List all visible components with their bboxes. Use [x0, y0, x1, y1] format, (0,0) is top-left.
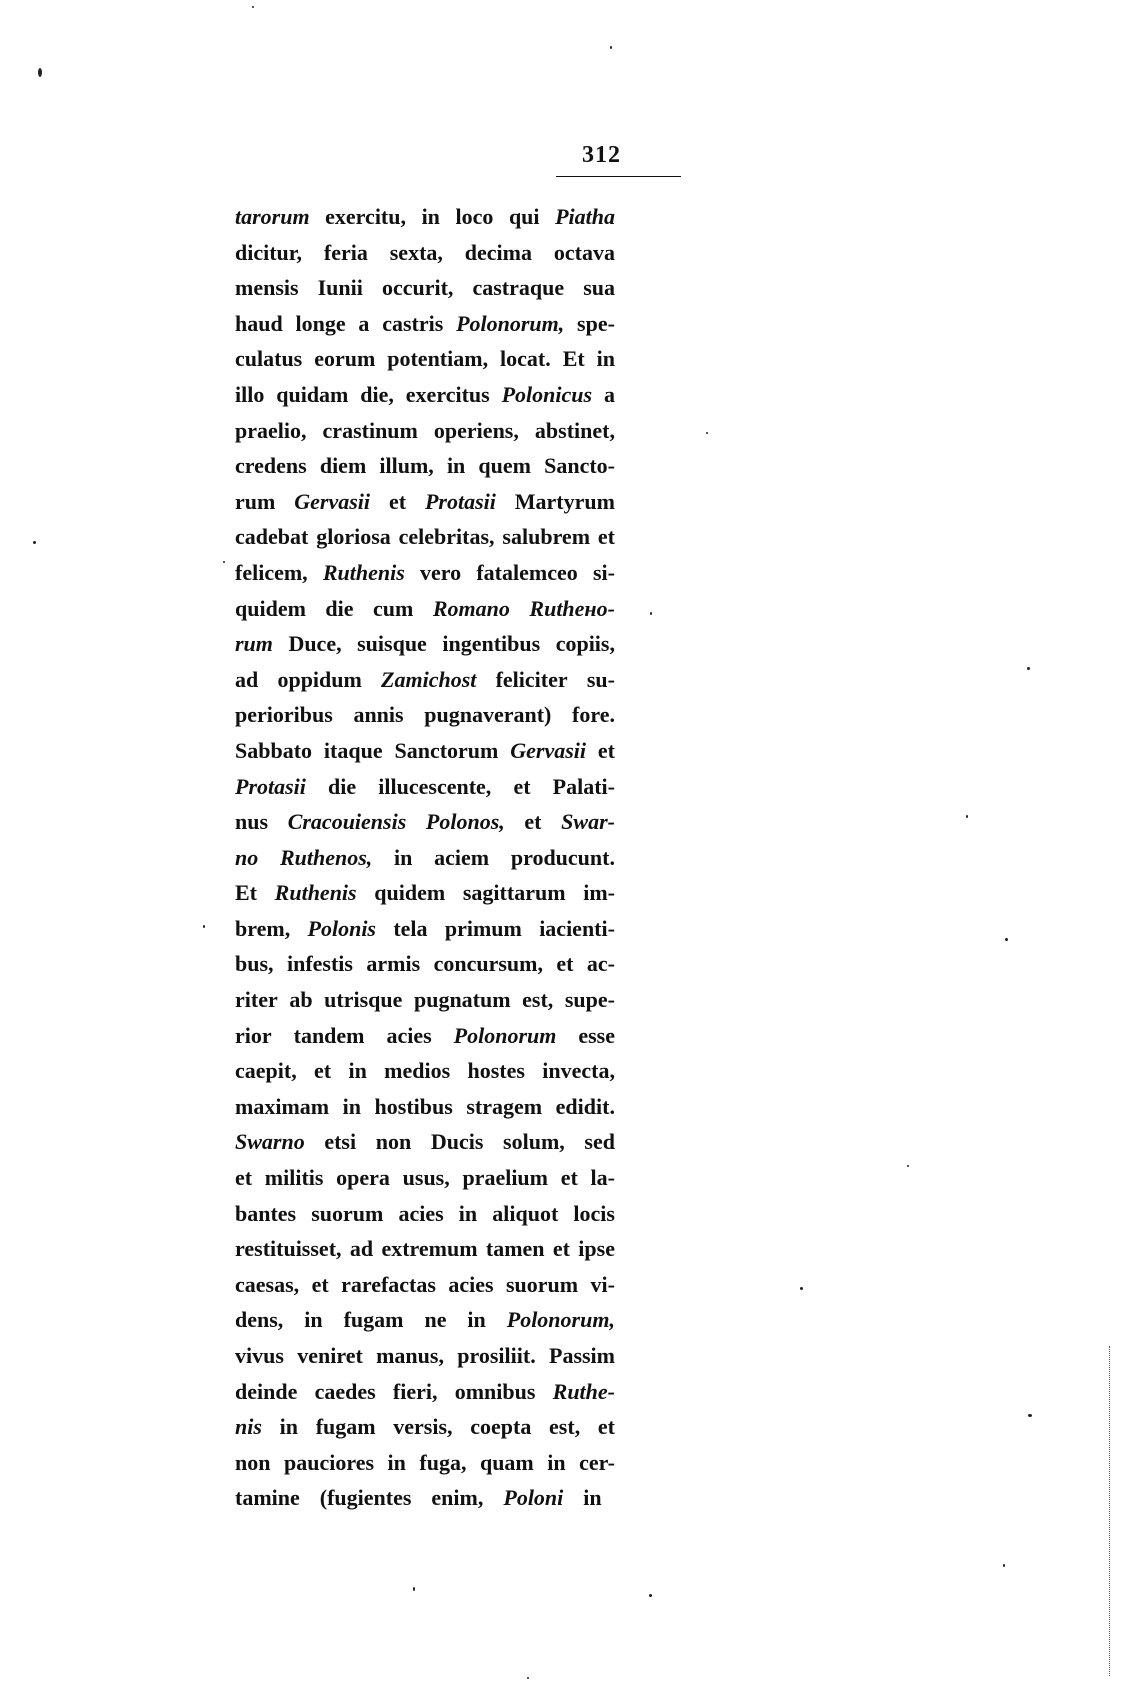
text-line	[235, 880, 615, 916]
word: Passim	[549, 1343, 615, 1368]
word: militis	[264, 1165, 324, 1191]
text-line	[235, 951, 615, 987]
word: vi-	[590, 1271, 615, 1297]
italic-word: Protasii	[424, 488, 496, 514]
word: diem	[319, 453, 367, 479]
text-line	[235, 560, 615, 596]
word: operiens,	[433, 417, 519, 443]
text-line	[235, 1094, 615, 1130]
word: ingentibus	[442, 631, 541, 657]
italic-word: Cracouiensis	[287, 809, 407, 835]
word: stragem	[466, 1093, 543, 1119]
word: et	[524, 809, 542, 835]
italic-word: Swarno	[235, 1129, 305, 1155]
word: Sabbato	[235, 737, 313, 763]
word: bantes	[235, 1200, 297, 1226]
word: Sancto-	[544, 453, 615, 479]
italic-word: tarorum	[235, 204, 310, 229]
word: infestis	[286, 951, 353, 977]
text-line	[235, 524, 615, 560]
text-line	[235, 311, 615, 347]
word: vivus	[235, 1343, 284, 1368]
word: fugam	[343, 1307, 404, 1333]
text-line	[235, 809, 615, 845]
word: et	[235, 1165, 253, 1191]
word: sua	[583, 275, 615, 301]
text-line	[235, 1201, 615, 1237]
italic-word: no	[235, 844, 259, 870]
word: culatus	[235, 346, 303, 372]
italic-word: Poloni	[503, 1485, 564, 1511]
word: illum,	[379, 453, 434, 479]
italic-word: Polonicus	[501, 381, 593, 407]
word: edidit.	[555, 1093, 615, 1119]
italic-word: Polonos,	[425, 809, 505, 835]
word: acies	[448, 1271, 494, 1297]
text-line	[235, 702, 615, 738]
word: occurit,	[381, 275, 454, 301]
word: esse	[578, 1022, 615, 1048]
word: a	[603, 381, 615, 407]
word: fieri,	[392, 1378, 438, 1404]
word: Duce,	[288, 631, 342, 657]
word: locis	[573, 1200, 615, 1226]
word: suorum	[505, 1271, 579, 1297]
word: fatalemceo	[476, 559, 578, 585]
word: illucescente,	[378, 773, 492, 799]
word: et	[314, 1058, 332, 1084]
word: Et	[562, 346, 585, 372]
text-line	[235, 774, 615, 810]
word: die	[325, 595, 354, 621]
word: et	[388, 488, 407, 514]
word: deinde	[235, 1378, 298, 1404]
text-line	[235, 240, 615, 276]
word: praelium	[462, 1165, 548, 1191]
word: su-	[586, 666, 615, 692]
text-line	[235, 631, 615, 667]
word: manus,	[376, 1343, 444, 1368]
word: suorum	[311, 1200, 384, 1226]
italic-word: Ruthe-	[552, 1378, 615, 1404]
word: et	[597, 524, 615, 550]
word: est,	[549, 1414, 581, 1440]
word: rior	[235, 1022, 272, 1048]
text-line	[235, 1272, 615, 1308]
word: in	[342, 1093, 361, 1119]
word: in	[304, 1307, 323, 1333]
word: rarefactas	[341, 1271, 436, 1297]
text-line	[235, 1165, 615, 1201]
word: sed	[584, 1129, 615, 1155]
word: et	[560, 1165, 578, 1191]
text-line	[235, 1343, 615, 1379]
word: spe-	[577, 310, 615, 336]
word: hostibus	[374, 1093, 453, 1119]
word: Et	[235, 880, 257, 906]
word: bus,	[235, 951, 274, 977]
word: pugnatum	[413, 987, 511, 1013]
word: feliciter	[495, 666, 568, 692]
word: pauciores	[283, 1449, 375, 1475]
word: acies	[398, 1200, 444, 1226]
word: in	[348, 1058, 367, 1084]
word: feria	[323, 239, 368, 265]
word: fugam	[315, 1414, 376, 1440]
word: Ducis	[430, 1129, 484, 1155]
italic-word: Romano	[432, 595, 510, 621]
word: in	[279, 1414, 298, 1440]
word: eorum	[314, 346, 376, 372]
text-line	[235, 1379, 615, 1415]
body-text	[235, 204, 615, 1521]
word: potentiam,	[387, 346, 489, 372]
word: concursum,	[433, 951, 543, 977]
word: nus	[235, 809, 269, 835]
word: copiis,	[555, 631, 615, 657]
word: praelio,	[235, 417, 307, 443]
word: tamine	[235, 1485, 300, 1511]
word: abstinet,	[534, 417, 615, 443]
word: castris	[382, 310, 444, 336]
word: opera	[336, 1165, 390, 1191]
word: cum	[373, 595, 414, 621]
word: medios	[384, 1058, 451, 1084]
word: ac-	[586, 951, 615, 977]
word: tamen	[485, 1236, 545, 1262]
word: in	[446, 453, 466, 479]
word: solum,	[503, 1129, 565, 1155]
italic-word: Polonis	[307, 915, 376, 941]
word: in	[583, 1485, 602, 1511]
word: die,	[360, 381, 394, 407]
word: si-	[592, 559, 615, 585]
word: ab	[289, 987, 313, 1013]
text-line	[235, 1307, 615, 1343]
word: restituisset,	[235, 1236, 342, 1262]
word: in	[421, 204, 440, 229]
word: celebritas,	[398, 524, 495, 550]
text-line	[235, 275, 615, 311]
word: supe-	[564, 987, 615, 1013]
word: et	[597, 1414, 615, 1440]
word: die	[328, 773, 357, 799]
word: maximam	[235, 1093, 330, 1119]
word: cer-	[579, 1449, 615, 1475]
word: haud	[235, 310, 283, 336]
italic-word: rum	[235, 631, 273, 657]
word: a	[358, 310, 370, 336]
word: producunt.	[510, 844, 615, 870]
word: utrisque	[324, 987, 403, 1013]
word: armis	[366, 951, 421, 977]
word: tandem	[293, 1022, 365, 1048]
italic-word: Gervasii	[294, 488, 371, 514]
word: acies	[386, 1022, 432, 1048]
word: in	[458, 1200, 478, 1226]
word: iacienti-	[539, 915, 615, 941]
word: perioribus	[235, 702, 333, 728]
word: castraque	[472, 275, 565, 301]
word: in	[394, 844, 413, 870]
italic-word: nis	[235, 1414, 262, 1440]
text-line	[235, 667, 615, 703]
word: annis	[353, 702, 404, 728]
italic-word: Swar-	[561, 809, 615, 835]
word: Palati-	[552, 773, 615, 799]
word: omnibus	[454, 1378, 536, 1404]
word: ad	[349, 1236, 374, 1262]
word: Sanctorum	[394, 737, 499, 763]
word: et	[597, 737, 615, 763]
text-line	[235, 1129, 615, 1165]
word: prosiliit.	[457, 1343, 536, 1368]
page-number: 312	[582, 142, 621, 168]
word: tela	[393, 915, 428, 941]
italic-word: Gervasii	[510, 737, 587, 763]
word: quem	[478, 453, 531, 479]
word: ne	[424, 1307, 447, 1333]
text-line	[235, 1023, 615, 1059]
word: dicitur,	[235, 239, 303, 265]
italic-word: Ruthено-	[529, 595, 615, 621]
italic-word: Polonorum	[453, 1022, 557, 1048]
word: dens,	[235, 1307, 284, 1333]
word: gloriosa	[316, 524, 391, 550]
word: invecta,	[542, 1058, 615, 1084]
word: versis,	[393, 1414, 453, 1440]
word: veniret	[297, 1343, 363, 1368]
word: octava	[553, 239, 615, 265]
text-line	[235, 346, 615, 382]
word: Martyrum	[514, 488, 615, 514]
word: exercitu,	[325, 204, 406, 229]
italic-word: Ruthenos,	[279, 844, 373, 870]
italic-word: Zamichost	[381, 666, 477, 692]
text-line	[235, 1236, 615, 1272]
text-line	[235, 845, 615, 881]
text-line	[235, 596, 615, 632]
word: fuga,	[419, 1449, 467, 1475]
word: quidam	[276, 381, 349, 407]
word: in	[467, 1307, 486, 1333]
word: suisque	[357, 631, 427, 657]
word: aciem	[434, 844, 490, 870]
text-line	[235, 987, 615, 1023]
word: felicem,	[235, 559, 308, 585]
word: caesas,	[235, 1271, 300, 1297]
word: credens	[235, 453, 307, 479]
italic-word: Polonorum,	[506, 1307, 615, 1333]
italic-word: Polonorum,	[456, 310, 565, 336]
word: extremum	[381, 1236, 478, 1262]
text-line	[235, 453, 615, 489]
word: enim,	[431, 1485, 484, 1511]
text-line	[235, 382, 615, 418]
word: caepit,	[235, 1058, 297, 1084]
italic-word: Ruthenis	[274, 880, 357, 906]
word: etsi	[324, 1129, 357, 1155]
text-line	[235, 204, 615, 240]
word: mensis	[235, 275, 299, 301]
word: non	[235, 1449, 271, 1475]
word: sagittarum	[462, 880, 566, 906]
word: longe	[295, 310, 346, 336]
text-line	[235, 1414, 615, 1450]
word: aliquot	[492, 1200, 559, 1226]
word: qui	[508, 204, 540, 229]
word: locat.	[500, 346, 551, 372]
word: im-	[583, 880, 615, 906]
word: coepta	[470, 1414, 532, 1440]
word: caedes	[314, 1378, 376, 1404]
word: pugnaverant)	[424, 702, 552, 728]
text-line	[235, 418, 615, 454]
word: primum	[444, 915, 522, 941]
text-line	[235, 489, 615, 525]
word: oppidum	[277, 666, 362, 692]
word: usus,	[402, 1165, 450, 1191]
word: et	[311, 1271, 329, 1297]
word: fore.	[572, 702, 615, 728]
word: quidem	[374, 880, 446, 906]
word: et	[556, 951, 574, 977]
word: in	[547, 1449, 566, 1475]
text-line	[235, 916, 615, 952]
word: Iunii	[317, 275, 363, 301]
word: in	[387, 1449, 406, 1475]
word: la-	[590, 1165, 615, 1191]
word: cadebat	[235, 524, 309, 550]
word: (fugientes	[319, 1485, 412, 1511]
word: et	[552, 1236, 570, 1262]
word: riter	[235, 987, 278, 1013]
italic-word: Protasii	[235, 773, 306, 799]
word: crastinum	[322, 417, 418, 443]
word: exercitus	[405, 381, 490, 407]
word: loco	[455, 204, 494, 229]
word: illo	[235, 381, 265, 407]
word: quidem	[235, 595, 306, 621]
word: ad	[235, 666, 259, 692]
word: non	[375, 1129, 412, 1155]
text-line	[235, 1450, 615, 1486]
word: salubrem	[502, 524, 591, 550]
word: brem,	[235, 915, 291, 941]
word: in	[596, 346, 615, 372]
word: hostes	[467, 1058, 525, 1084]
text-line	[235, 1058, 615, 1094]
word: est,	[522, 987, 554, 1013]
word: vero	[420, 559, 462, 585]
text-line	[235, 738, 615, 774]
word: sexta,	[389, 239, 443, 265]
text-line	[235, 1485, 615, 1521]
header-rule	[556, 176, 681, 177]
word: ipse	[578, 1236, 615, 1262]
word: rum	[235, 488, 276, 514]
italic-word: Piatha	[555, 204, 615, 229]
word: et	[513, 773, 531, 799]
word: itaque	[323, 737, 383, 763]
word: quam	[479, 1449, 534, 1475]
word: decima	[464, 239, 532, 265]
italic-word: Ruthenis	[322, 559, 405, 585]
